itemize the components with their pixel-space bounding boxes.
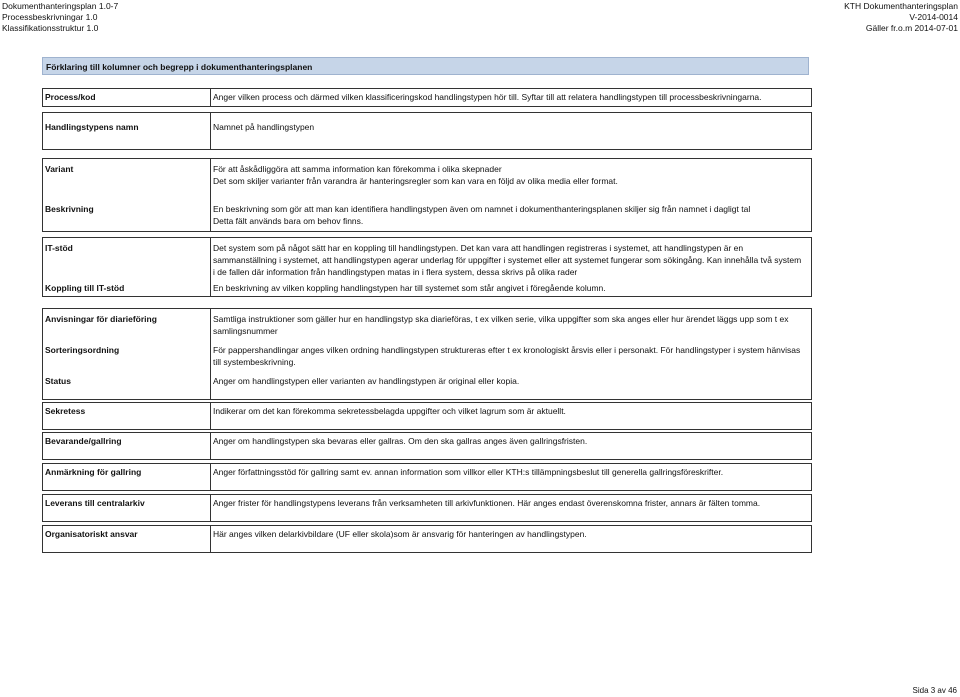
row-text-leverans-centralarkiv: Anger frister för handlingstypens leverans från verksamheten till arkivfunktionen. Här anges endast överenskomna frister, annars är fälten tomma. xyxy=(213,498,761,508)
row-text-variant: För att åskådliggöra att samma information kan förekomma i olika skepnader xyxy=(213,164,502,174)
header-right-line-3: Gäller fr.o.m 2014-07-01 xyxy=(865,23,958,33)
row-label-organisatoriskt-ansvar: Organisatoriskt ansvar xyxy=(45,529,138,539)
row-text-sekretess: Indikerar om det kan förekomma sekretessbelagda uppgifter och vilket lagrum som är aktuellt. xyxy=(213,406,566,416)
row-label-process-kod: Process/kod xyxy=(45,92,96,102)
row-label-sekretess: Sekretess xyxy=(45,406,86,416)
row-text-anmarkning-gallring: Anger författningsstöd för gallring samt ev. annan information som villkor eller KTH:s tillämpningsbeslut till generella gallringsföreskrifter. xyxy=(213,467,724,477)
row-text-handlingstypens-namn: Namnet på handlingstypen xyxy=(213,122,315,132)
table-box-leverans-centralarkiv xyxy=(42,494,812,522)
row-label-anvisningar: Anvisningar för diarieföring xyxy=(45,314,157,324)
row-label-leverans-centralarkiv: Leverans till centralarkiv xyxy=(45,498,145,508)
row-label-koppling-it-stod: Koppling till IT-stöd xyxy=(45,283,125,293)
row-text-process-kod: Anger vilken process och därmed vilken klassificeringskod handlingstypen hör till. Syftar till att relatera handlingstypen till processbeskrivningarna. xyxy=(213,92,762,102)
row-text-variant-2: Det som skiljer varianter från varandra är hanteringsregler som kan vara en följd av olika media eller format. xyxy=(213,176,618,186)
row-text-sorteringsordning: För pappershandlingar anges vilken ordning handlingstypen struktureras efter t ex kronologiskt årsvis eller i personakt. För handlingstyper i system hänvisas till systembeskrivning. xyxy=(213,345,801,367)
row-text-beskrivning: En beskrivning som gör att man kan identifiera handlingstypen även om namnet i dokumenthanteringsplanen skiljer sig från namnet i dagligt tal xyxy=(213,204,751,214)
row-text-status: Anger om handlingstypen eller varianten av handlingstypen är original eller kopia. xyxy=(213,376,520,386)
row-text-beskrivning-2: Detta fält används bara om behov finns. xyxy=(213,216,364,226)
header-left-line-1: Dokumenthanteringsplan 1.0-7 xyxy=(2,1,119,11)
header-right-line-1: KTH Dokumenthanteringsplan xyxy=(844,1,958,11)
table-box-variant-beskrivning xyxy=(42,158,812,232)
header-right-line-2: V-2014-0014 xyxy=(909,12,958,22)
header-left-line-2: Processbeskrivningar 1.0 xyxy=(2,12,98,22)
table-box-handlingstypens-namn xyxy=(42,112,812,150)
table-box-sekretess xyxy=(42,402,812,430)
row-text-organisatoriskt-ansvar: Här anges vilken delarkivbildare (UF eller skola)som är ansvarig för hanteringen av handlingstypen. xyxy=(213,529,587,539)
row-label-beskrivning: Beskrivning xyxy=(45,204,94,214)
row-text-it-stod: Det system som på något sätt har en koppling till handlingstypen. Det kan vara att handlingen registreras i systemet, att handlingstypen är en sammanställning i systemet, att handlingstypen agerar underlag för uppgifter i systemet eller att systemet fungerar som sökingång. Kan innehålla två system i de fallen där information från handlingstypen matas in i flera system, dessa skrivs på olika rader xyxy=(213,243,802,277)
row-text-anvisningar: Samtliga instruktioner som gäller hur en handlingstyp ska diarieföras, t ex vilken serie, vilka uppgifter som ska anges eller hur ärendet läggs upp som t ex samlingsnummer xyxy=(213,314,789,336)
row-text-bevarande-gallring: Anger om handlingstypen ska bevaras eller gallras. Om den ska gallras anges även gallringsfristen. xyxy=(213,436,588,446)
row-label-bevarande-gallring: Bevarande/gallring xyxy=(45,436,122,446)
row-label-variant: Variant xyxy=(45,164,74,174)
table-box-it-stod xyxy=(42,237,812,297)
header-left xyxy=(2,1,118,34)
header-left-line-3: Klassifikationsstruktur 1.0 xyxy=(2,23,99,33)
row-label-sorteringsordning: Sorteringsordning xyxy=(45,345,120,355)
table-box-process-kod xyxy=(42,88,812,107)
row-label-status: Status xyxy=(45,376,71,386)
section-banner: Förklaring till kolumner och begrepp i dokumenthanteringsplanen xyxy=(42,57,809,75)
row-label-anmarkning-gallring: Anmärkning för gallring xyxy=(45,467,142,477)
row-text-koppling-it-stod: En beskrivning av vilken koppling handlingstypen har till systemet som står angivet i föregående kolumn. xyxy=(213,283,606,293)
table-box-anmarkning-gallring xyxy=(42,463,812,491)
row-label-it-stod: IT-stöd xyxy=(45,243,73,253)
table-box-bevarande-gallring xyxy=(42,432,812,460)
header-right xyxy=(844,1,958,34)
page-number: Sida 3 av 46 xyxy=(912,686,957,695)
table-box-organisatoriskt-ansvar xyxy=(42,525,812,553)
table-box-anvisningar xyxy=(42,308,812,400)
row-label-handlingstypens-namn: Handlingstypens namn xyxy=(45,122,139,132)
